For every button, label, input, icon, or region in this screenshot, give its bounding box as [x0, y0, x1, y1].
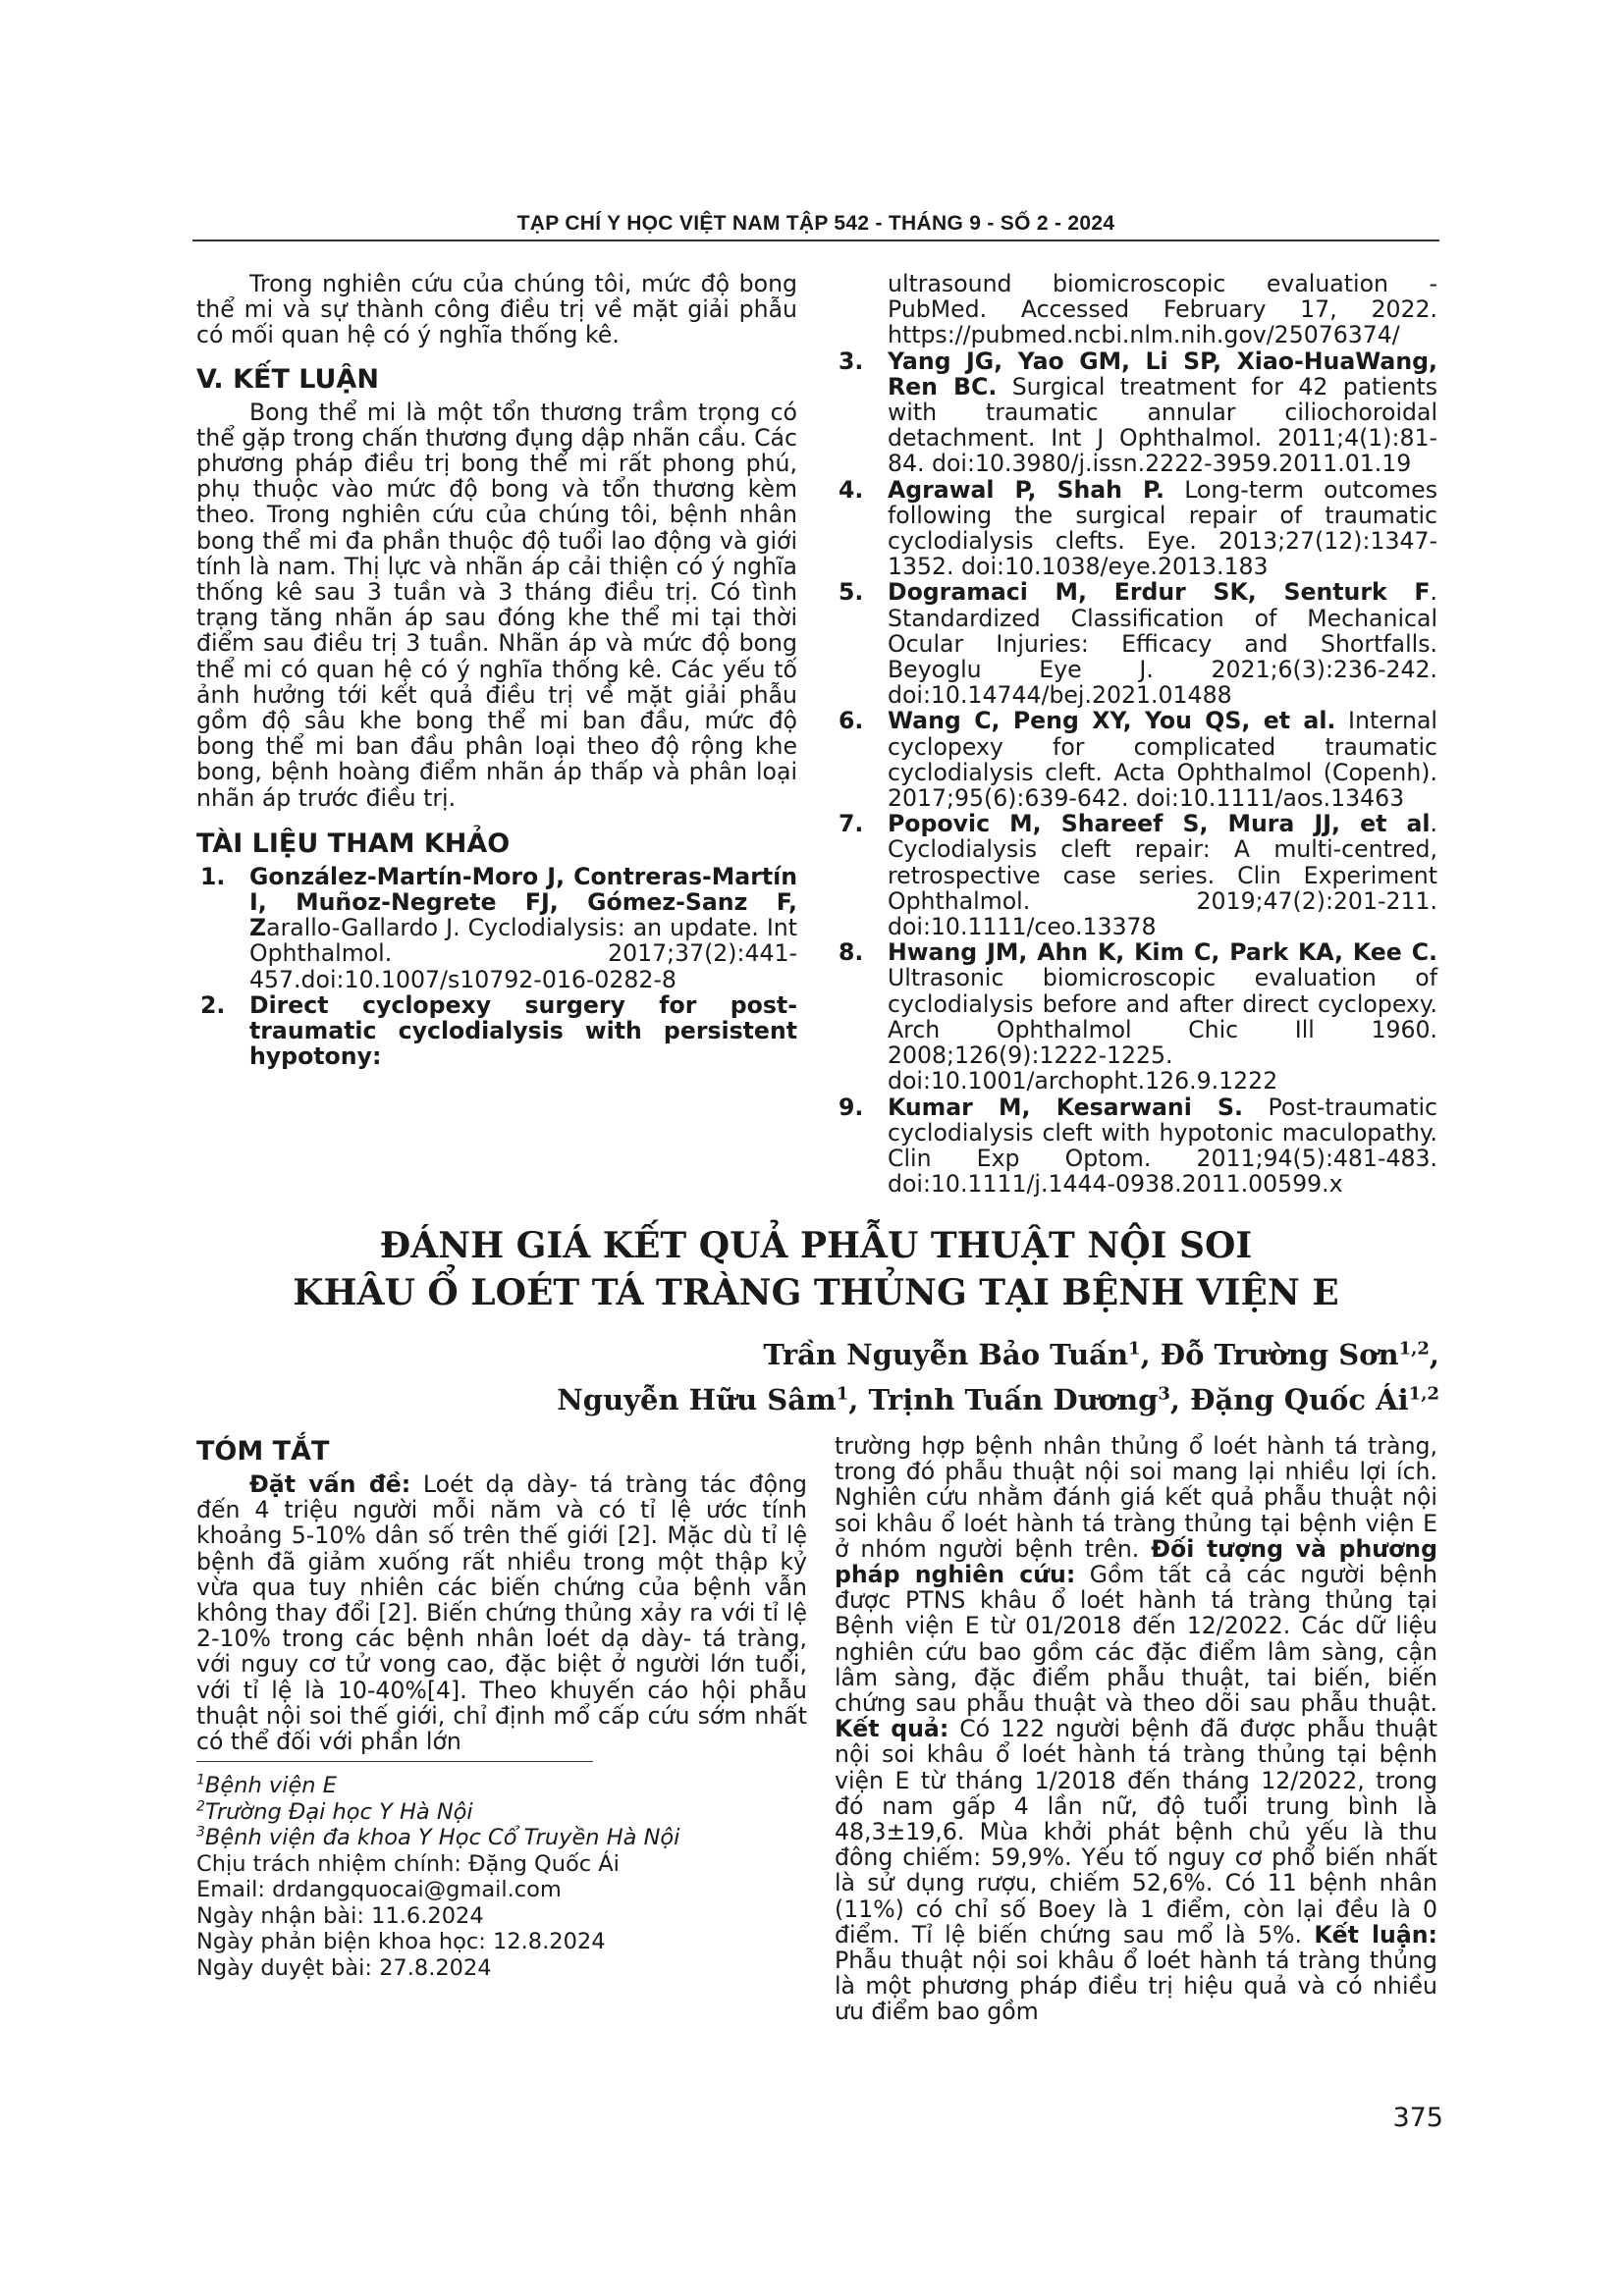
abstract-left-text: Loét dạ dày- tá tràng tác động đến 4 triệu người mỗi năm và có tỉ lệ ước tính khoảng 5-10% dân số trên thế giới [2]. Mặc dù tỉ lệ bệnh đã giảm xuống rất nhiều trong một thập kỷ vừa qua tuy nhiên các biến chứng của bệnh vẫn không thay đổi [2]. Biến chứng thủng xảy ra với tỉ lệ 2-10% trong các bệnh nhân loét dạ dày- tá tràng, với nguy cơ tử vong cao, đặc biệt ở người lớn tuổi, với tỉ lệ là 10-40%[4]. Theo khuyến cáo hội phẫu thuật nội soi thế giới, chỉ định mổ cấp cứu sớm nhất có thể đối với phần lớn — [196, 1470, 807, 1756]
section-v-heading: V. KẾT LUẬN — [196, 363, 379, 395]
abstract-left-paragraph — [196, 1471, 807, 1754]
reference-text: Post-traumatic cyclodialysis cleft with hypotonic maculopathy. Clin Exp Optom. 2011;94(5):481-483. doi:10.1111/j.1444-0938.2011.00599.x — [888, 1093, 1437, 1199]
authors-line2 — [192, 1377, 1439, 1422]
footnote-reviewed: Ngày phản biện khoa học: 12.8.2024 — [196, 1929, 606, 1954]
reference-number: 5. — [839, 578, 864, 607]
author-name: , Đỗ Trường Sơn — [1140, 1338, 1399, 1371]
footnote-email: Email: drdangquocai@gmail.com — [196, 1877, 562, 1902]
footnotes — [196, 1773, 805, 1981]
abstract-section-label: Đối tượng và phương pháp nghiên cứu: — [835, 1534, 1437, 1589]
reference-authors: Kumar M, Kesarwani S. — [888, 1093, 1243, 1121]
footnote-received: Ngày nhận bài: 11.6.2024 — [196, 1902, 484, 1929]
footnote-affiliation-3: $^3$Bệnh viện đa khoa Y Học Cổ Truyền Hà Nội — [196, 1824, 680, 1850]
abstract-right-paragraph — [835, 1433, 1437, 2025]
reference-number: 1. — [200, 862, 226, 890]
abstract-left-column — [196, 1436, 807, 1754]
reference-authors: González-Martín-Moro J, Contreras-Martín I, Muñoz-Negrete FJ, Gómez-Sanz F, Z — [249, 862, 797, 942]
reference-item — [835, 811, 1437, 939]
reference-authors: Dogramaci M, Erdur SK, Senturk F — [888, 578, 1431, 607]
author-name: Trần Nguyễn Bảo Tuấn — [763, 1338, 1129, 1371]
article-title-line1: ĐÁNH GIÁ KẾT QUẢ PHẪU THUẬT NỘI SOI — [379, 1225, 1253, 1266]
author-affiliation-mark: 1,2 — [1408, 1383, 1439, 1405]
summary-heading: TÓM TẮT — [196, 1436, 330, 1467]
conclusion-tail-paragraph: Trong nghiên cứu của chúng tôi, mức độ bong thể mi và sự thành công điều trị về mặt giải phẫu có mối quan hệ có ý nghĩa thống kê. — [196, 270, 797, 349]
authors-line1 — [192, 1332, 1439, 1377]
reference-text: Long-term outcomes following the surgical repair of traumatic cyclodialysis clefts. Eye. 2013;27(12):1347-1352. doi:10.1038/eye.2013.183 — [888, 475, 1437, 581]
references-list-left — [196, 864, 797, 1070]
reference-authors: Popovic M, Shareef S, Mura JJ, et al — [888, 810, 1431, 838]
page-number: 375 — [1392, 2103, 1443, 2133]
reference-item — [196, 992, 797, 1070]
author-name: , Đặng Quốc Ái — [1169, 1383, 1409, 1416]
author-name: , Trịnh Tuấn Dương — [848, 1383, 1159, 1416]
reference-item — [835, 579, 1437, 708]
abstract-text: Phẫu thuật nội soi khâu ổ loét hành tá tràng thủng là một phương pháp điều trị hiệu quả và có nhiều ưu điểm bao gồm — [835, 1947, 1437, 2026]
journal-header: TẠP CHÍ Y HỌC VIỆT NAM TẬP 542 - THÁNG 9 - SỐ 2 - 2024 — [516, 212, 1115, 235]
reference-number: 7. — [839, 810, 864, 838]
article-title — [192, 1222, 1439, 1316]
reference-item — [835, 1095, 1437, 1198]
abstract-text: Có 122 người bệnh đã được phẫu thuật nội soi khâu ổ loét hành tá tràng thủng tại bệnh viện E từ tháng 1/2018 đến tháng 12/2022, trong đó nam gấp 4 lần nữ, độ tuổi trung bình là 48,3±19,6. Mùa khởi phát bệnh chủ yếu là thu đông chiếm: 59,9%. Yếu tố nguy cơ phổ biến nhất là sử dụng rượu, chiếm 52,6%. Có 11 bệnh nhân (11%) có chỉ số Boey là 1 điểm, còn lại đều là 0 điểm. Tỉ lệ biến chứng sau mổ là 5%. — [835, 1715, 1437, 1949]
reference-item — [835, 939, 1437, 1094]
authors-block — [192, 1332, 1439, 1422]
footnote-accepted: Ngày duyệt bài: 27.8.2024 — [196, 1954, 492, 1981]
author-affiliation-mark: 1,2 — [1398, 1338, 1430, 1360]
references-list-right — [835, 348, 1437, 1198]
section-v-paragraph: Bong thể mi là một tổn thương trầm trọng có thể gặp trong chấn thương đụng dập nhãn cầu. Các phương pháp điều trị bong thể mi rất phong phú, phụ thuộc vào mức độ bong và tổn thương kèm theo. Trong nghiên cứu của chúng tôi, bệnh nhân bong thể mi đa phần thuộc độ tuổi lao động và giới tính là nam. Thị lực và nhãn áp cải thiện có ý nghĩa thống kê sau 3 tuần và 3 tháng điều trị. Có tình trạng tăng nhãn áp sau đóng khe thể mi tại thời điểm sau điều trị 3 tuần. Nhãn áp và mức độ bong thể mi có quan hệ có ý nghĩa thống kê. Các yếu tố ảnh hưởng tới kết quả điều trị về mặt giải phẫu gồm độ sâu khe bong thể mi ban đầu, mức độ bong thể mi ban đầu phân loại theo độ rộng khe bong, bệnh hoàng điểm nhãn áp thấp và phân loại nhãn áp trước điều trị. — [196, 398, 797, 812]
reference-item — [196, 864, 797, 992]
references-heading: TÀI LIỆU THAM KHẢO — [196, 828, 511, 859]
reference-number: 6. — [839, 707, 864, 735]
author-name: , — [1429, 1338, 1439, 1371]
author-name: Nguyễn Hữu Sâm — [557, 1383, 837, 1416]
abstract-section-label: Kết quả: — [835, 1715, 949, 1743]
reference-number: 9. — [839, 1093, 864, 1121]
reference-authors: Wang C, Peng XY, You QS, et al. — [888, 707, 1336, 735]
reference-item — [835, 708, 1437, 811]
reference-authors: Hwang JM, Ahn K, Kim C, Park KA, Kee C. — [888, 938, 1437, 967]
reference-number: 8. — [839, 938, 864, 967]
reference-item — [835, 477, 1437, 580]
ref2-continuation: ultrasound biomicroscopic evaluation - PubMed. Accessed February 17, 2022. https://pubmed.ncbi.nlm.nih.gov/25076374/ — [888, 270, 1437, 349]
prev-article-left-column — [196, 271, 797, 1069]
prev-article-right-column — [835, 271, 1437, 1197]
author-affiliation-mark: 3 — [1158, 1383, 1170, 1405]
reference-number: 3. — [839, 347, 864, 375]
reference-text: Surgical treatment for 42 patients with traumatic annular ciliochoroidal detachment. Int J Ophthalmol. 2011;4(1):81-84. doi:10.3980/j.issn.2222-3959.2011.01.19 — [888, 372, 1437, 478]
footnote-rule — [196, 1761, 593, 1762]
article-title-line2: KHÂU Ổ LOÉT TÁ TRÀNG THỦNG TẠI BỆNH VIỆN E — [293, 1272, 1339, 1313]
reference-text: . Standardized Classification of Mechanical Ocular Injuries: Efficacy and Shortfalls. Beyoglu Eye J. 2021;6(3):236-242. doi:10.14744/bej.2021.01488 — [888, 578, 1437, 710]
reference-number: 2. — [200, 990, 226, 1019]
reference-authors: Direct cyclopexy surgery for post-traumatic cyclodialysis with persistent hypotony: — [249, 990, 797, 1071]
abstract-text: Gồm tất cả các người bệnh được PTNS khâu ổ loét hành tá tràng thủng tại Bệnh viện E từ 01/2018 đến 12/2022. Các dữ liệu nghiên cứu bao gồm các đặc điểm lâm sàng, cận lâm sàng, đặc điểm phẫu thuật, tai biến, biến chứng sau phẫu thuật và theo dõi sau phẫu thuật. — [835, 1561, 1438, 1718]
footnote-affiliation-1: $^1$Bệnh viện E — [196, 1772, 337, 1798]
abstract-text: trường hợp bệnh nhân thủng ổ loét hành tá tràng, trong đó phẫu thuật nội soi mang lại nhiều lợi ích. Nghiên cứu nhằm đánh giá kết quả phẫu thuật nội soi khâu ổ loét hành tá tràng thủng tại bệnh viện E ở nhóm người bệnh trên. — [835, 1432, 1437, 1563]
reference-number: 4. — [839, 475, 864, 504]
reference-text: Internal cyclopexy for complicated traumatic cyclodialysis cleft. Acta Ophthalmol (Copenh). 2017;95(6):639-642. doi:10.1111/aos.13463 — [888, 707, 1437, 813]
abstract-section-label: Kết luận: — [1314, 1920, 1437, 1949]
reference-text: . Cyclodialysis cleft repair: A multi-centred, retrospective case series. Clin Experiment Ophthalmol. 2019;47(2):201-211. doi:10.1111/ceo.13378 — [888, 810, 1437, 941]
header-rule — [192, 240, 1439, 241]
reference-text: arallo-Gallardo J. Cyclodialysis: an update. Int Ophthalmol. 2017;37(2):441-457.doi:10.1007/s10792-016-0282-8 — [249, 914, 797, 993]
author-affiliation-mark: 1 — [1128, 1338, 1141, 1360]
reference-authors: Agrawal P, Shah P. — [888, 475, 1164, 504]
footnote-affiliation-2: $^2$Trường Đại học Y Hà Nội — [196, 1798, 473, 1825]
reference-authors: Yang JG, Yao GM, Li SP, Xiao-HuaWang, Ren BC. — [888, 347, 1437, 400]
reference-text: Ultrasonic biomicroscopic evaluation of cyclodialysis before and after direct cyclopexy. Arch Ophthalmol Chic Ill 1960. 2008;126(9):1222-1225. doi:10.1001/archopht.126.9.1222 — [888, 964, 1437, 1095]
footnote-responsible: Chịu trách nhiệm chính: Đặng Quốc Ái — [196, 1850, 620, 1877]
author-affiliation-mark: 1 — [836, 1383, 849, 1405]
reference-item — [835, 348, 1437, 477]
abstract-label-background: Đặt vấn đề: — [249, 1470, 411, 1498]
abstract-right-column — [835, 1433, 1437, 2025]
